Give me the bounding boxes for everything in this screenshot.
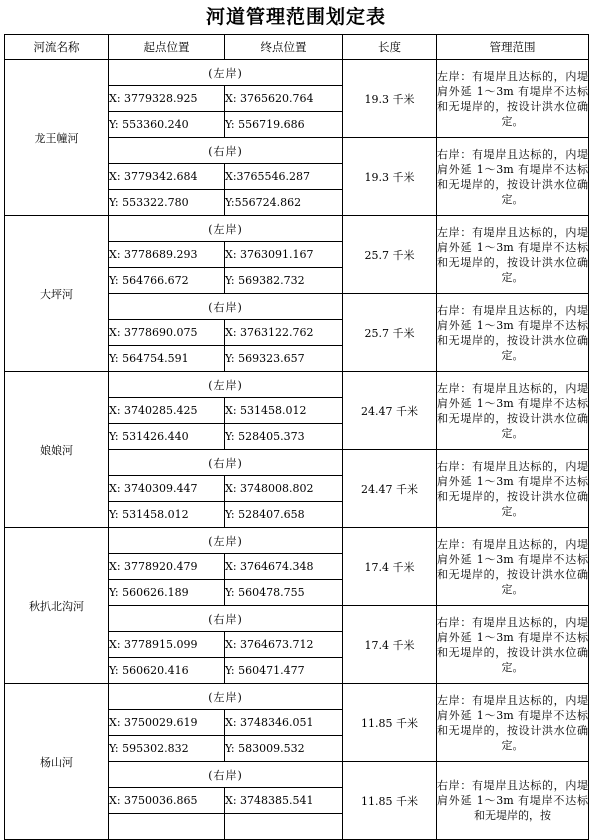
start-x-coordinate: X: 3740309.447 — [109, 476, 225, 502]
end-x-coordinate: X: 3748008.802 — [225, 476, 343, 502]
management-scope — [437, 450, 589, 528]
header-start-position: 起点位置 — [109, 35, 225, 60]
end-y-coordinate: Y: 528407.658 — [225, 502, 343, 528]
end-y-coordinate: Y: 528405.373 — [225, 424, 343, 450]
management-scope — [437, 216, 589, 294]
management-scope — [437, 372, 589, 450]
start-x-coordinate: X: 3779342.684 — [109, 164, 225, 190]
management-scope — [437, 606, 589, 684]
management-scope-text: 右岸：有堤岸且达标的，内堤肩外延 1～3m 有堤岸不达标和无堤岸的，按设计洪水位确定。 — [437, 615, 588, 674]
management-scope — [437, 294, 589, 372]
start-y-coordinate: Y: 560626.189 — [109, 580, 225, 606]
river-name: 杨山河 — [5, 684, 109, 840]
table-row — [5, 528, 589, 554]
bank-label: (右岸) — [109, 450, 343, 476]
end-x-coordinate: X: 3765620.764 — [225, 86, 343, 112]
end-x-coordinate: X: 3763091.167 — [225, 242, 343, 268]
start-x-coordinate: X: 3778915.099 — [109, 632, 225, 658]
management-scope-text: 右岸：有堤岸且达标的，内堤肩外延 1～3m 有堤岸不达标和无堤岸的，按设计洪水位确定。 — [437, 303, 588, 362]
end-y-coordinate: Y:556724.862 — [225, 190, 343, 216]
section-length: 11.85 千米 — [343, 762, 437, 840]
start-x-coordinate: X: 3750036.865 — [109, 788, 225, 814]
end-x-coordinate: X: 3748385.541 — [225, 788, 343, 814]
management-scope-text: 右岸：有堤岸且达标的，内堤肩外延 1～3m 有堤岸不达标和无堤岸的，按 — [437, 779, 588, 822]
start-y-coordinate: Y: 564766.672 — [109, 268, 225, 294]
table-row — [5, 684, 589, 710]
table-title: 河道管理范围划定表 — [205, 6, 386, 28]
section-length: 24.47 千米 — [343, 450, 437, 528]
start-x-coordinate: X: 3740285.425 — [109, 398, 225, 424]
header-management-scope: 管理范围 — [437, 35, 589, 60]
river-name: 龙王幢河 — [5, 60, 109, 216]
section-length: 19.3 千米 — [343, 138, 437, 216]
section-length: 25.7 千米 — [343, 294, 437, 372]
end-x-coordinate: X: 3763122.762 — [225, 320, 343, 346]
bank-label: (右岸) — [109, 294, 343, 320]
bank-label: (右岸) — [109, 138, 343, 164]
end-y-coordinate — [225, 814, 343, 840]
start-y-coordinate: Y: 595302.832 — [109, 736, 225, 762]
end-y-coordinate: Y: 560471.477 — [225, 658, 343, 684]
bank-label: (左岸) — [109, 216, 343, 242]
section-length: 19.3 千米 — [343, 60, 437, 138]
management-scope-text: 左岸：有堤岸且达标的，内堤肩外延 1～3m 有堤岸不达标和无堤岸的，按设计洪水位确定。 — [437, 225, 588, 284]
management-scope-text: 右岸：有堤岸且达标的，内堤肩外延 1～3m 有堤岸不达标和无堤岸的，按设计洪水位确定。 — [437, 459, 588, 518]
end-y-coordinate: Y: 569323.657 — [225, 346, 343, 372]
management-scope-text: 左岸：有堤岸且达标的，内堤肩外延 1～3m 有堤岸不达标和无堤岸的，按设计洪水位确定。 — [437, 693, 588, 752]
start-y-coordinate: Y: 531426.440 — [109, 424, 225, 450]
start-y-coordinate: Y: 531458.012 — [109, 502, 225, 528]
bank-label: (左岸) — [109, 372, 343, 398]
management-scope-text: 左岸：有堤岸且达标的，内堤肩外延 1～3m 有堤岸不达标和无堤岸的，按设计洪水位确定。 — [437, 69, 588, 128]
management-scope-text: 右岸：有堤岸且达标的，内堤肩外延 1～3m 有堤岸不达标和无堤岸的，按设计洪水位确定。 — [437, 147, 588, 206]
start-x-coordinate: X: 3779328.925 — [109, 86, 225, 112]
table-row — [5, 372, 589, 398]
header-length: 长度 — [343, 35, 437, 60]
management-scope — [437, 528, 589, 606]
river-name: 大坪河 — [5, 216, 109, 372]
bank-label: (左岸) — [109, 528, 343, 554]
section-length: 17.4 千米 — [343, 528, 437, 606]
management-scope — [437, 60, 589, 138]
river-management-table — [4, 34, 589, 840]
bank-label: (右岸) — [109, 606, 343, 632]
table-row — [5, 216, 589, 242]
section-length: 11.85 千米 — [343, 684, 437, 762]
header-river-name: 河流名称 — [5, 35, 109, 60]
end-x-coordinate: X: 3764674.348 — [225, 554, 343, 580]
end-y-coordinate: Y: 569382.732 — [225, 268, 343, 294]
management-scope — [437, 138, 589, 216]
start-y-coordinate: Y: 564754.591 — [109, 346, 225, 372]
bank-label: (左岸) — [109, 684, 343, 710]
start-x-coordinate: X: 3778920.479 — [109, 554, 225, 580]
header-end-position: 终点位置 — [225, 35, 343, 60]
management-scope-text: 左岸：有堤岸且达标的，内堤肩外延 1～3m 有堤岸不达标和无堤岸的，按设计洪水位确定。 — [437, 537, 588, 596]
end-y-coordinate: Y: 560478.755 — [225, 580, 343, 606]
end-x-coordinate: X:3765546.287 — [225, 164, 343, 190]
bank-label: (左岸) — [109, 60, 343, 86]
start-y-coordinate: Y: 560620.416 — [109, 658, 225, 684]
section-length: 17.4 千米 — [343, 606, 437, 684]
bank-label: (右岸) — [109, 762, 343, 788]
river-name: 娘娘河 — [5, 372, 109, 528]
table-row — [5, 60, 589, 86]
end-x-coordinate: X: 3764673.712 — [225, 632, 343, 658]
river-name: 秋扒北沟河 — [5, 528, 109, 684]
start-x-coordinate: X: 3750029.619 — [109, 710, 225, 736]
end-y-coordinate: Y: 556719.686 — [225, 112, 343, 138]
end-x-coordinate: X: 3748346.051 — [225, 710, 343, 736]
header-row — [5, 35, 589, 60]
section-length: 24.47 千米 — [343, 372, 437, 450]
start-y-coordinate — [109, 814, 225, 840]
end-x-coordinate: X: 531458.012 — [225, 398, 343, 424]
start-y-coordinate: Y: 553322.780 — [109, 190, 225, 216]
management-scope — [437, 684, 589, 762]
end-y-coordinate: Y: 583009.532 — [225, 736, 343, 762]
start-x-coordinate: X: 3778690.075 — [109, 320, 225, 346]
section-length: 25.7 千米 — [343, 216, 437, 294]
start-y-coordinate: Y: 553360.240 — [109, 112, 225, 138]
management-scope — [437, 762, 589, 840]
start-x-coordinate: X: 3778689.293 — [109, 242, 225, 268]
management-scope-text: 左岸：有堤岸且达标的，内堤肩外延 1～3m 有堤岸不达标和无堤岸的，按设计洪水位确定。 — [437, 381, 588, 440]
